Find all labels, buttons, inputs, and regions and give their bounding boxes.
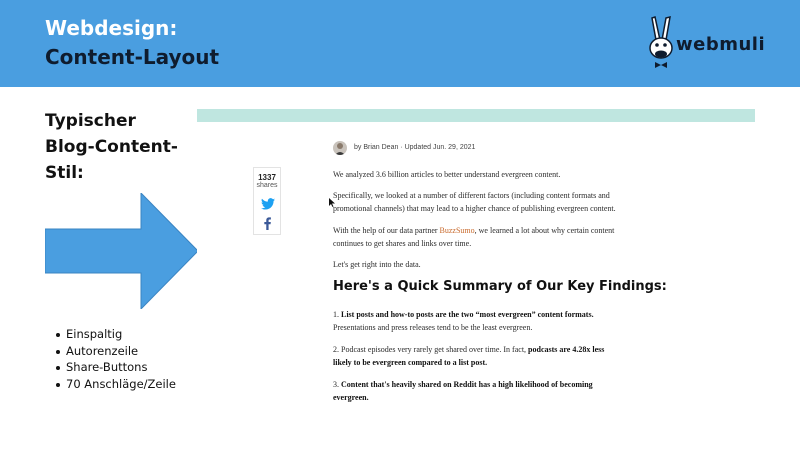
list-item: Autorenzeile <box>56 343 176 360</box>
share-box <box>253 167 281 235</box>
list-item: 70 Anschläge/Zeile <box>56 376 176 393</box>
right-arrow-shape <box>45 193 198 309</box>
author-avatar <box>333 141 347 155</box>
webmuli-logo <box>644 14 774 74</box>
share-count: 1337 <box>258 173 276 182</box>
list-item: Share-Buttons <box>56 359 176 376</box>
feature-list <box>56 326 176 392</box>
article-heading: Here's a Quick Summary of Our Key Findings: <box>333 279 667 294</box>
share-label: shares <box>256 182 278 189</box>
twitter-icon[interactable] <box>261 198 275 210</box>
slide-title <box>45 14 219 72</box>
author-byline: by Brian Dean · Updated Jun. 29, 2021 <box>354 144 476 151</box>
site-top-bar <box>197 109 755 122</box>
article-paragraph: Specifically, we looked at a number of different factors (including content formats and promotional channels) that may lead to a higher chance of publishing evergreen content. <box>333 191 616 213</box>
section-heading <box>45 108 178 186</box>
article-paragraph: Let's get right into the data. <box>333 260 421 269</box>
finding-item: 2. Podcast episodes very rarely get shared over time. In fact, podcasts are 4.28x less likely to be evergreen compared to a list post. <box>333 345 605 367</box>
heading-line: Typischer <box>45 111 136 131</box>
finding-item: 1. List posts and how-to posts are the two “most evergreen” content formats. Presentations and press releases tend to be the least evergreen. <box>333 310 594 332</box>
article-paragraph: With the help of our data partner BuzzSumo, we learned a lot about why certain content continues to get shares and links over time. <box>333 226 615 248</box>
title-line-1: Webdesign: <box>45 16 178 40</box>
finding-item: 3. Content that's heavily shared on Reddit has a high likelihood of becoming evergreen. <box>333 380 593 402</box>
heading-line: Blog-Content- <box>45 137 178 157</box>
facebook-icon[interactable] <box>263 217 272 230</box>
heading-line: Stil: <box>45 163 84 183</box>
title-line-2: Content-Layout <box>45 45 220 69</box>
article-paragraph: We analyzed 3.6 billion articles to better understand evergreen content. <box>333 170 561 179</box>
logo-text: webmuli <box>676 34 766 55</box>
donkey-mascot-icon <box>644 14 678 74</box>
slide-header <box>0 0 800 87</box>
list-item: Einspaltig <box>56 326 176 343</box>
blog-screenshot <box>197 109 755 405</box>
buzzsumo-link[interactable]: BuzzSumo <box>439 226 475 235</box>
